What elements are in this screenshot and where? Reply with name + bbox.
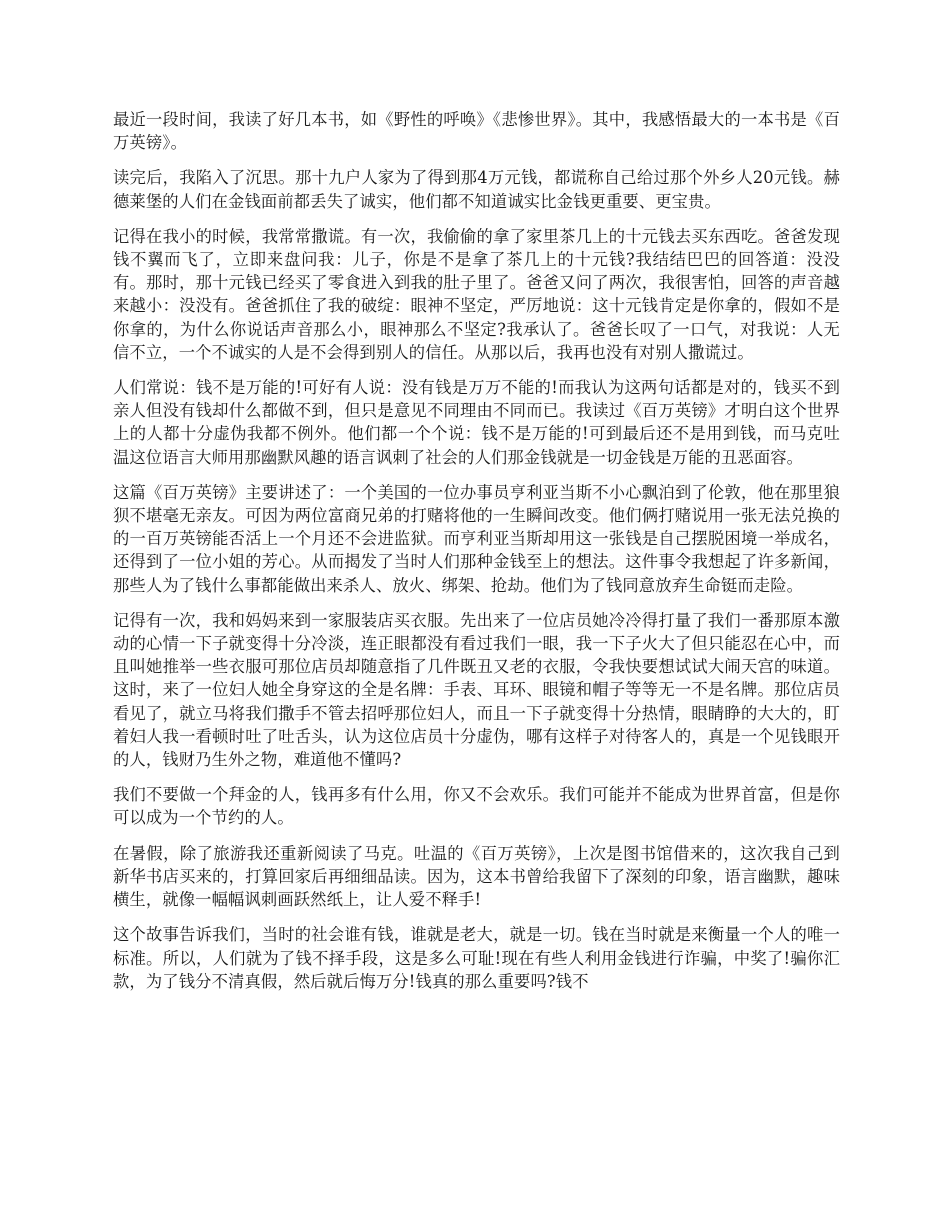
paragraph-7: 我们不要做一个拜金的人，钱再多有什么用，你又不会欢乐。我们可能并不能成为世界首富，但是你可以成为一个节约的人。 — [113, 785, 840, 828]
paragraph-8: 在暑假，除了旅游我还重新阅读了马克。吐温的《百万英镑》，上次是图书馆借来的，这次我自己到新华书店买来的，打算回家后再细细品读。因为，这本书曾给我留下了深刻的印象，语言幽默，趣味横生，就像一幅幅讽刺画跃然纸上，让人爱不释手! — [113, 843, 840, 910]
paragraph-1: 最近一段时间，我读了好几本书，如《野性的呼唤》《悲惨世界》。其中，我感悟最大的一本书是《百万英镑》。 — [113, 110, 840, 153]
paragraph-4: 人们常说：钱不是万能的!可好有人说：没有钱是万万不能的!而我认为这两句话都是对的，钱买不到亲人但没有钱却什么都做不到，但只是意见不同理由不同而已。我读过《百万英镑》才明白这个世界上的人都十分虚伪我都不例外。他们都一个个说：钱不是万能的!可到最后还不是用到钱，而马克吐温这位语言大师用那幽默风趣的语言讽刺了社会的人们那金钱就是一切金钱是万能的丑恶面容。 — [113, 378, 840, 467]
paragraph-5: 这篇《百万英镑》主要讲述了：一个美国的一位办事员亨利亚当斯不小心飘泊到了伦敦，他在那里狼狈不堪毫无亲友。可因为两位富商兄弟的打赌将他的一生瞬间改变。他们俩打赌说用一张无法兑换的的一百万英镑能否活上一个月还不会进监狱。而亨利亚当斯却用这一张钱是自己摆脱困境一举成名，还得到了一位小姐的芳心。从而揭发了当时人们那种金钱至上的想法。这件事令我想起了许多新闻，那些人为了钱什么事都能做出来杀人、放火、绑架、抢劫。他们为了钱同意放弃生命铤而走险。 — [113, 482, 840, 595]
paragraph-6: 记得有一次，我和妈妈来到一家服装店买衣服。先出来了一位店员她冷冷得打量了我们一番那原本激动的心情一下子就变得十分冷淡，连正眼都没有看过我们一眼，我一下子火大了但只能忍在心中，而且叫她推举一些衣服可那位店员却随意指了几件既丑又老的衣服，令我快要想试试大闹天宫的味道。这时，来了一位妇人她全身穿这的全是名牌：手表、耳环、眼镜和帽子等等无一不是名牌。那位店员看见了，就立马将我们撒手不管去招呼那位妇人，而且一下子就变得十分热情，眼睛睁的大大的，盯着妇人我一看顿时吐了吐舌头，认为这位店员十分虚伪，哪有这样子对待客人的，真是一个见钱眼开的人，钱财乃生外之物，难道他不懂吗? — [113, 610, 840, 770]
paragraph-9: 这个故事告诉我们，当时的社会谁有钱，谁就是老大，就是一切。钱在当时就是来衡量一个人的唯一标准。所以，人们就为了钱不择手段，这是多么可耻!现在有些人利用金钱进行诈骗，中奖了!骗你汇款，为了钱分不清真假，然后就后悔万分!钱真的那么重要吗?钱不 — [113, 925, 840, 991]
paragraph-3: 记得在我小的时候，我常常撒谎。有一次，我偷偷的拿了家里茶几上的十元钱去买东西吃。爸爸发现钱不翼而飞了，立即来盘问我：儿子，你是不是拿了茶几上的十元钱?我结结巴巴的回答道：没没有。那时，那十元钱已经买了零食进入到我的肚子里了。爸爸又问了两次，我很害怕，回答的声音越来越小：没没有。爸爸抓住了我的破绽：眼神不坚定，严厉地说：这十元钱肯定是你拿的，假如不是你拿的，为什么你说话声音那么小，眼神那么不坚定?我承认了。爸爸长叹了一口气，对我说：人无信不立，一个不诚实的人是不会得到别人的信任。从那以后，我再也没有对别人撒谎过。 — [113, 226, 840, 362]
document-body — [113, 108, 840, 1005]
paragraph-2: 读完后，我陷入了沉思。那十九户人家为了得到那4万元钱，都谎称自己给过那个外乡人20元钱。赫德莱堡的人们在金钱面前都丢失了诚实，他们都不知道诚实比金钱更重要、更宝贵。 — [113, 168, 840, 211]
